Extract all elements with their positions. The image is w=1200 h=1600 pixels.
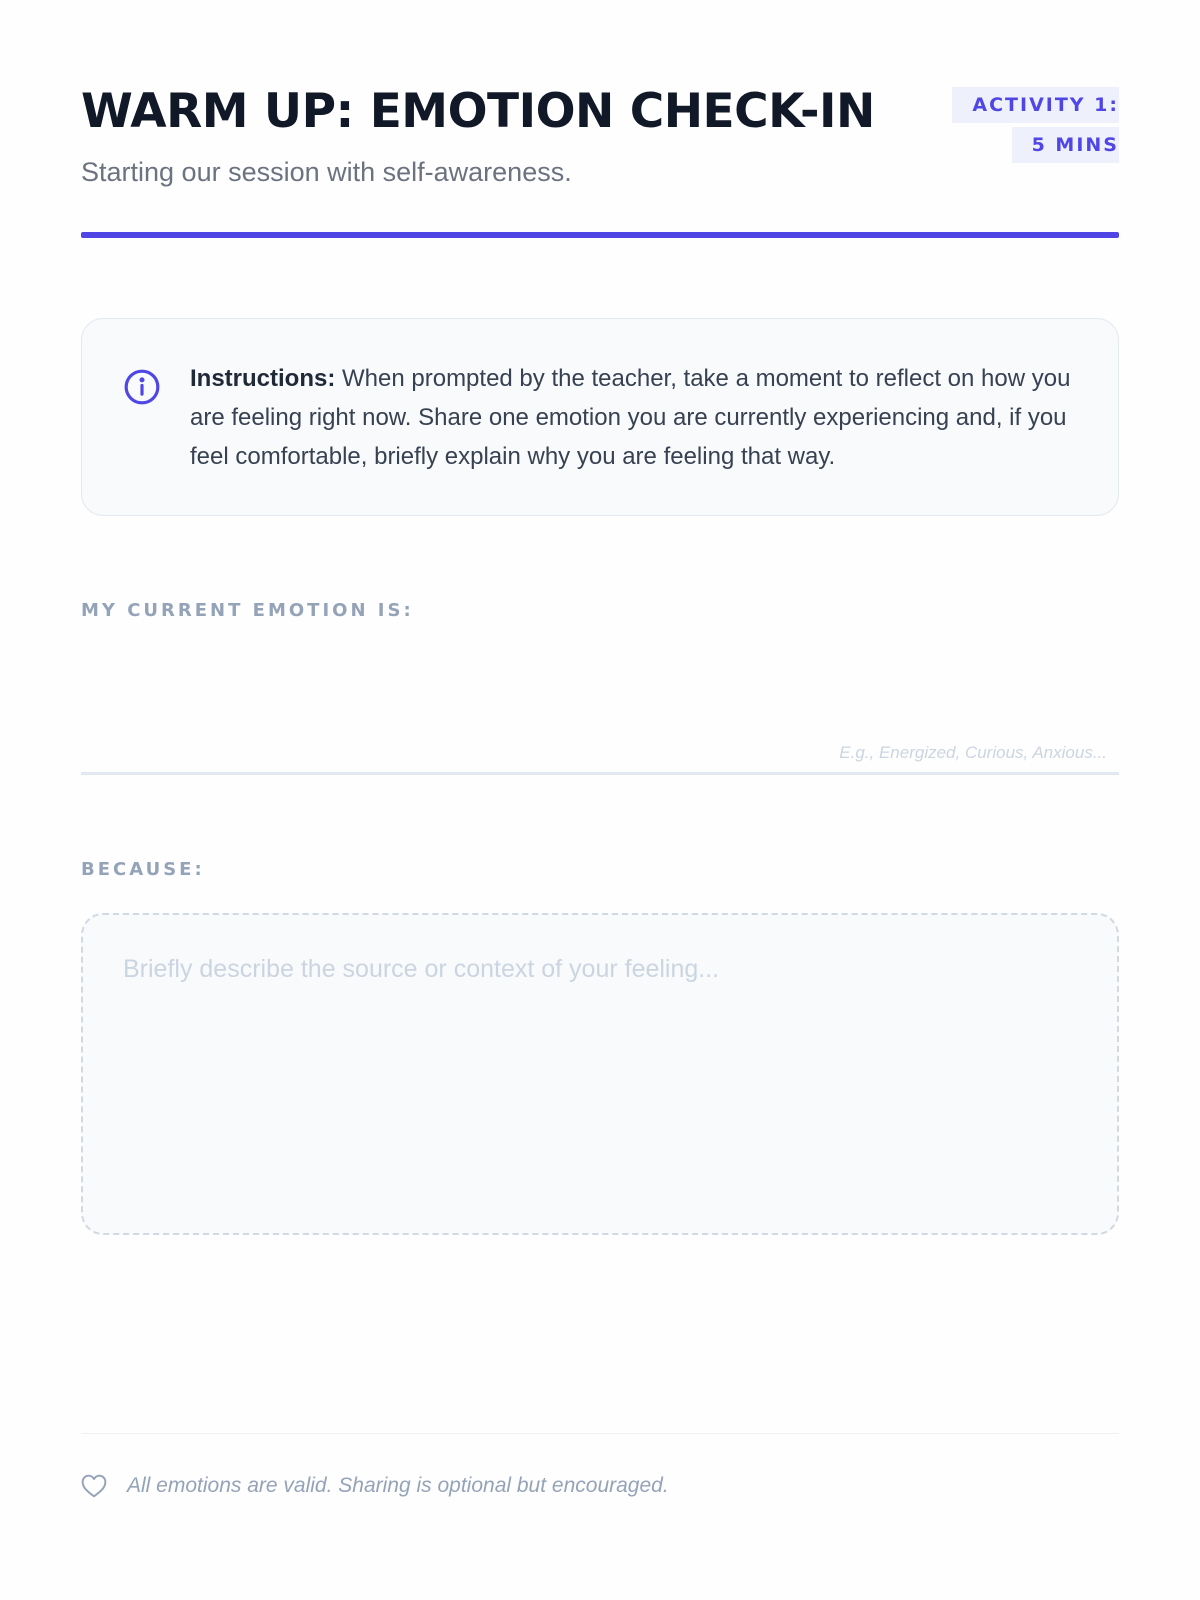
emotion-label: MY CURRENT EMOTION IS: bbox=[81, 600, 414, 621]
activity-badge-label: ACTIVITY 1: 5 MINS bbox=[952, 87, 1119, 163]
footer bbox=[81, 1433, 1119, 1563]
instructions-body: When prompted by the teacher, take a moment to reflect on how you are feeling right now. Share one emotion you are currently experiencing and, if you feel comfortable, briefly explain why you are feeling that way. bbox=[190, 365, 1071, 470]
because-textarea[interactable] bbox=[81, 913, 1119, 1235]
instructions-lead: Instructions: bbox=[190, 365, 336, 392]
info-icon bbox=[123, 368, 161, 406]
instructions-text bbox=[190, 359, 1078, 476]
page-subtitle: Starting our session with self-awareness. bbox=[81, 157, 572, 187]
page-title: WARM UP: EMOTION CHECK-IN bbox=[81, 84, 875, 139]
activity-badge bbox=[938, 85, 1119, 165]
footer-note-row bbox=[81, 1474, 1119, 1498]
instructions-box bbox=[81, 318, 1119, 516]
footer-note: All emotions are valid. Sharing is optional but encouraged. bbox=[127, 1474, 669, 1497]
header bbox=[81, 0, 1119, 238]
emotion-input[interactable] bbox=[81, 743, 1119, 772]
emotion-field bbox=[81, 743, 1119, 775]
because-label: BECAUSE: bbox=[81, 859, 205, 880]
heart-icon bbox=[81, 1474, 107, 1498]
header-divider bbox=[81, 232, 1119, 238]
